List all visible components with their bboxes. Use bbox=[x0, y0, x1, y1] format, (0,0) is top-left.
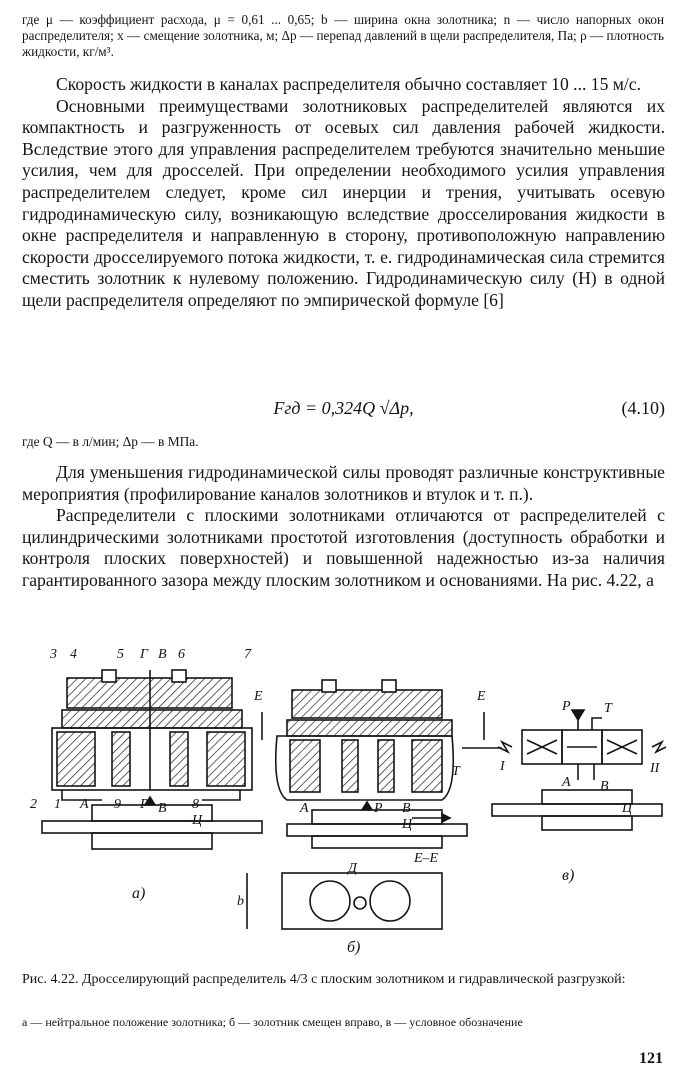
label: В bbox=[158, 801, 167, 816]
valve-drawings bbox=[22, 640, 667, 965]
caption-text: Рис. 4.22. Дросселирующий распределитель 4/3 с плоским золотником и гидравлической разгрузкой: bbox=[22, 972, 626, 987]
label: В bbox=[402, 801, 411, 816]
label: Т bbox=[604, 701, 612, 716]
label: Е bbox=[477, 689, 486, 704]
label: Ц bbox=[622, 801, 633, 816]
label: А bbox=[300, 801, 309, 816]
figure-caption bbox=[22, 971, 665, 988]
formula-units bbox=[22, 434, 665, 450]
drawing-c-labels bbox=[499, 699, 661, 884]
label: А bbox=[80, 797, 89, 812]
label: 3 bbox=[50, 647, 57, 662]
label: Г bbox=[140, 647, 148, 662]
paragraph: Распределители с плоскими золотниками отличаются от распределителей с цилиндрическими золотниками простотой изготовления (доступность обработки и контроля плоских поверхностей) и повышенной надежностью из-за наличия гарантированного зазора между плоским золотником и основаниями. На рис. 4.22, а bbox=[22, 505, 665, 590]
label: 4 bbox=[70, 647, 77, 662]
label: Р bbox=[374, 801, 383, 816]
label: b bbox=[237, 894, 244, 909]
paragraph: Для уменьшения гидродинамической силы проводят различные конструктивные мероприятия (профилирование каналов золотников и втулок и т. п.). bbox=[22, 462, 665, 504]
paragraph: Скорость жидкости в каналах распределителя обычно составляет 10 ... 15 м/с. bbox=[56, 74, 641, 94]
subfigure-label-a: а) bbox=[132, 885, 146, 902]
paragraph: Основными преимуществами золотниковых распределителей являются их компактность и разгруженность от осевых сил давления рабочей жидкости. Вследствие этого для управления распределителем требуются значительно меньшие усилия, чем для дросселей. При определении необходимого усилия управления распределителем следует, кроме сил инерции и трения, учитывать осевую гидродинамическую силу, возникающую вследствие дросселирования жидкости в окне распределителя и направленную в сторону, противоположную направлению скорости дросселируемого потока жидкости, т. е. гидродинамическая сила стремится сместить золотник к нулевому положению. Гидродинамическую силу (Н) в одной щели распределителя определяют по эмпирической формуле [6] bbox=[22, 95, 665, 310]
label: Р bbox=[140, 797, 149, 812]
label: Е–Е bbox=[414, 851, 439, 866]
drawing-a-neutral bbox=[42, 670, 262, 849]
label: I bbox=[500, 759, 505, 774]
figure-4-22 bbox=[22, 640, 667, 965]
label: В bbox=[600, 779, 609, 794]
subfigure-label-b: б) bbox=[347, 939, 361, 956]
label: 6 bbox=[178, 647, 185, 662]
label: Ц bbox=[192, 813, 203, 828]
label: 1 bbox=[54, 797, 61, 812]
label: 9 bbox=[114, 797, 121, 812]
label: 5 bbox=[117, 647, 124, 662]
label: Т bbox=[452, 764, 460, 779]
label: В bbox=[158, 647, 167, 662]
formula-variable-definitions bbox=[22, 12, 664, 60]
formula-number: (4.10) bbox=[621, 398, 665, 418]
label: Р bbox=[562, 699, 571, 714]
label: II bbox=[650, 761, 660, 776]
label: А bbox=[562, 775, 571, 790]
label: Д bbox=[348, 861, 357, 876]
page-number: 121 bbox=[639, 1050, 663, 1067]
label: Е bbox=[254, 689, 263, 704]
main-text-block-2 bbox=[22, 462, 665, 592]
formula-expression: Fгд = 0,324Q √Δp, bbox=[273, 398, 414, 418]
label: 8 bbox=[192, 797, 199, 812]
label: 2 bbox=[30, 797, 37, 812]
units-text: где Q — в л/мин; Δp — в МПа. bbox=[22, 434, 199, 449]
label: Ц bbox=[402, 817, 413, 832]
drawing-c-symbol bbox=[492, 710, 666, 830]
main-text-block-1 bbox=[22, 74, 665, 312]
footnote-text: где μ — коэффициент расхода, μ = 0,61 ... 0,65; b — ширина окна золотника; n — число напорных окон распределителя; x — смещение золотника, м; Δp — перепад давлений в щели распределителя, Па; ρ — плотность жидкости, кг/м³. bbox=[22, 12, 664, 59]
subfigure-label-c: в) bbox=[562, 867, 575, 884]
label: 7 bbox=[244, 647, 251, 662]
figure-legend bbox=[22, 1015, 665, 1029]
legend-text: а — нейтральное положение золотника; б — золотник смещен вправо, в — условное обозначение bbox=[22, 1015, 523, 1029]
formula-4-10 bbox=[22, 398, 665, 424]
